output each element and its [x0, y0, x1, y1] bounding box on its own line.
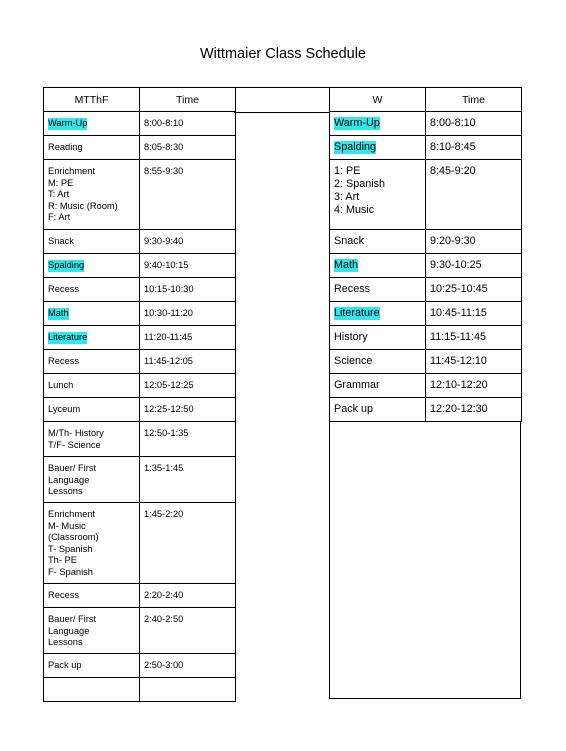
activity-cell: [44, 160, 140, 230]
activity-text: Snack: [48, 236, 74, 246]
activity-text: Bauer/ First: [48, 614, 97, 624]
activity-text: 3: Art: [334, 191, 360, 203]
activity-cell: [44, 302, 140, 326]
activity-text: Th- PE: [48, 555, 77, 566]
table-row: [330, 136, 522, 160]
activity-cell: [330, 350, 426, 374]
activity-cell: [44, 422, 140, 457]
table-row: [44, 254, 236, 278]
table-row: [44, 678, 236, 702]
activity-cell: [44, 254, 140, 278]
time-cell: 1:45-2:20: [140, 503, 236, 584]
activity-text: Language: [48, 625, 90, 636]
table-row: [44, 230, 236, 254]
activity-cell: [44, 230, 140, 254]
activity-text: T/F- Science: [48, 439, 101, 450]
activity-text: Lyceum: [48, 404, 81, 414]
activity-text: Enrichment: [48, 509, 96, 519]
activity-cell: [330, 160, 426, 230]
table-row: [330, 350, 522, 374]
table-row: [330, 160, 522, 230]
time-cell: 8:00-8:10: [140, 112, 236, 136]
wednesday-schedule-table: [329, 87, 522, 422]
time-cell: 11:20-11:45: [140, 326, 236, 350]
table-row: [330, 278, 522, 302]
activity-text: History: [334, 331, 368, 343]
time-cell: 8:05-8:30: [140, 136, 236, 160]
table-row: [44, 608, 236, 654]
activity-text: Spalding: [48, 260, 85, 270]
activity-text: T- Spanish: [48, 543, 93, 554]
table-row: [44, 326, 236, 350]
activity-text: M: PE: [48, 177, 74, 188]
table-row: [44, 112, 236, 136]
table-row: [44, 422, 236, 457]
activity-cell: [44, 278, 140, 302]
blank-column: [234, 87, 330, 113]
activity-cell: [330, 278, 426, 302]
time-cell: 12:10-12:20: [426, 374, 522, 398]
activity-text: R: Music (Room): [48, 200, 118, 211]
table-row: [330, 326, 522, 350]
time-cell: 12:20-12:30: [426, 398, 522, 422]
activity-text: Literature: [334, 307, 380, 319]
activity-text: 4: Music: [334, 204, 375, 216]
activity-cell: [330, 112, 426, 136]
activity-text: Bauer/ First: [48, 463, 97, 473]
mtthf-schedule-table: [43, 87, 236, 702]
activity-text: M- Music: [48, 520, 86, 531]
time-cell: 12:05-12:25: [140, 374, 236, 398]
activity-cell: [44, 608, 140, 654]
time-cell: 9:40-10:15: [140, 254, 236, 278]
activity-text: Lessons: [48, 637, 83, 648]
activity-text: Snack: [334, 235, 365, 247]
time-cell: 10:25-10:45: [426, 278, 522, 302]
table-row: [330, 254, 522, 278]
table-header-row: [44, 88, 236, 112]
activity-cell: [44, 350, 140, 374]
time-cell: 2:50-3:00: [140, 654, 236, 678]
activity-cell: [44, 112, 140, 136]
time-cell: 2:20-2:40: [140, 584, 236, 608]
time-cell: 10:30-11:20: [140, 302, 236, 326]
table-row: [330, 374, 522, 398]
activity-cell: [330, 302, 426, 326]
activity-text: Pack up: [334, 403, 374, 415]
activity-text: Recess: [48, 356, 80, 366]
activity-text: Warm-Up: [334, 117, 380, 129]
activity-text: Reading: [48, 142, 83, 152]
time-cell: [140, 678, 236, 702]
activity-cell: [44, 457, 140, 503]
column-header-day: MTThF: [44, 88, 140, 112]
time-cell: 9:30-10:25: [426, 254, 522, 278]
time-cell: 11:45-12:10: [426, 350, 522, 374]
time-cell: 8:45-9:20: [426, 160, 522, 230]
activity-text: Spalding: [334, 141, 377, 153]
table-row: [44, 654, 236, 678]
time-cell: 9:30-9:40: [140, 230, 236, 254]
activity-text: Warm-Up: [48, 118, 88, 128]
column-header-time: Time: [426, 88, 522, 112]
activity-cell: [44, 654, 140, 678]
activity-text: Pack up: [48, 660, 82, 670]
activity-text: M/Th- History: [48, 428, 104, 438]
column-header-time: Time: [140, 88, 236, 112]
table-row: [44, 136, 236, 160]
activity-cell: [44, 136, 140, 160]
time-cell: 10:45-11:15: [426, 302, 522, 326]
activity-cell: [330, 326, 426, 350]
table-row: [44, 160, 236, 230]
activity-text: 2: Spanish: [334, 178, 386, 190]
page-title: Wittmaier Class Schedule: [200, 46, 366, 62]
table-row: [330, 302, 522, 326]
activity-cell: [330, 374, 426, 398]
table-row: [44, 350, 236, 374]
activity-cell: [44, 584, 140, 608]
table-header-row: [330, 88, 522, 112]
activity-cell: [44, 326, 140, 350]
activity-text: Enrichment: [48, 166, 96, 176]
activity-text: Math: [334, 259, 359, 271]
activity-text: (Classroom): [48, 532, 99, 543]
activity-cell: [330, 254, 426, 278]
activity-cell: [44, 503, 140, 584]
activity-text: Recess: [334, 283, 371, 295]
time-cell: 2:40-2:50: [140, 608, 236, 654]
activity-cell: [330, 398, 426, 422]
activity-text: Lunch: [48, 380, 74, 390]
table-row: [44, 584, 236, 608]
time-cell: 11:45-12:05: [140, 350, 236, 374]
table-row: [44, 374, 236, 398]
activity-text: Recess: [48, 590, 80, 600]
column-header-day: W: [330, 88, 426, 112]
activity-text: Lessons: [48, 486, 83, 497]
activity-cell: [44, 398, 140, 422]
activity-text: F: Art: [48, 212, 71, 223]
time-cell: 8:10-8:45: [426, 136, 522, 160]
activity-cell: [44, 678, 140, 702]
table-row: [44, 302, 236, 326]
table-row: [44, 278, 236, 302]
activity-text: Math: [48, 308, 69, 318]
time-cell: 1:35-1:45: [140, 457, 236, 503]
activity-text: T: Art: [48, 189, 70, 200]
activity-text: Science: [334, 355, 373, 367]
time-cell: 8:55-9:30: [140, 160, 236, 230]
table-row: [44, 503, 236, 584]
activity-text: Literature: [48, 332, 88, 342]
table-row: [330, 230, 522, 254]
activity-text: F- Spanish: [48, 566, 93, 577]
activity-cell: [44, 374, 140, 398]
time-cell: 12:25-12:50: [140, 398, 236, 422]
wednesday-empty-area: [329, 421, 521, 699]
time-cell: 8:00-8:10: [426, 112, 522, 136]
table-row: [44, 398, 236, 422]
time-cell: 10:15-10:30: [140, 278, 236, 302]
activity-text: Language: [48, 474, 90, 485]
activity-text: Grammar: [334, 379, 380, 391]
activity-text: 1: PE: [334, 165, 361, 177]
time-cell: 11:15-11:45: [426, 326, 522, 350]
table-row: [330, 112, 522, 136]
table-row: [330, 398, 522, 422]
activity-text: Recess: [48, 284, 80, 294]
time-cell: 9:20-9:30: [426, 230, 522, 254]
activity-cell: [330, 136, 426, 160]
time-cell: 12:50-1:35: [140, 422, 236, 457]
activity-cell: [330, 230, 426, 254]
table-row: [44, 457, 236, 503]
